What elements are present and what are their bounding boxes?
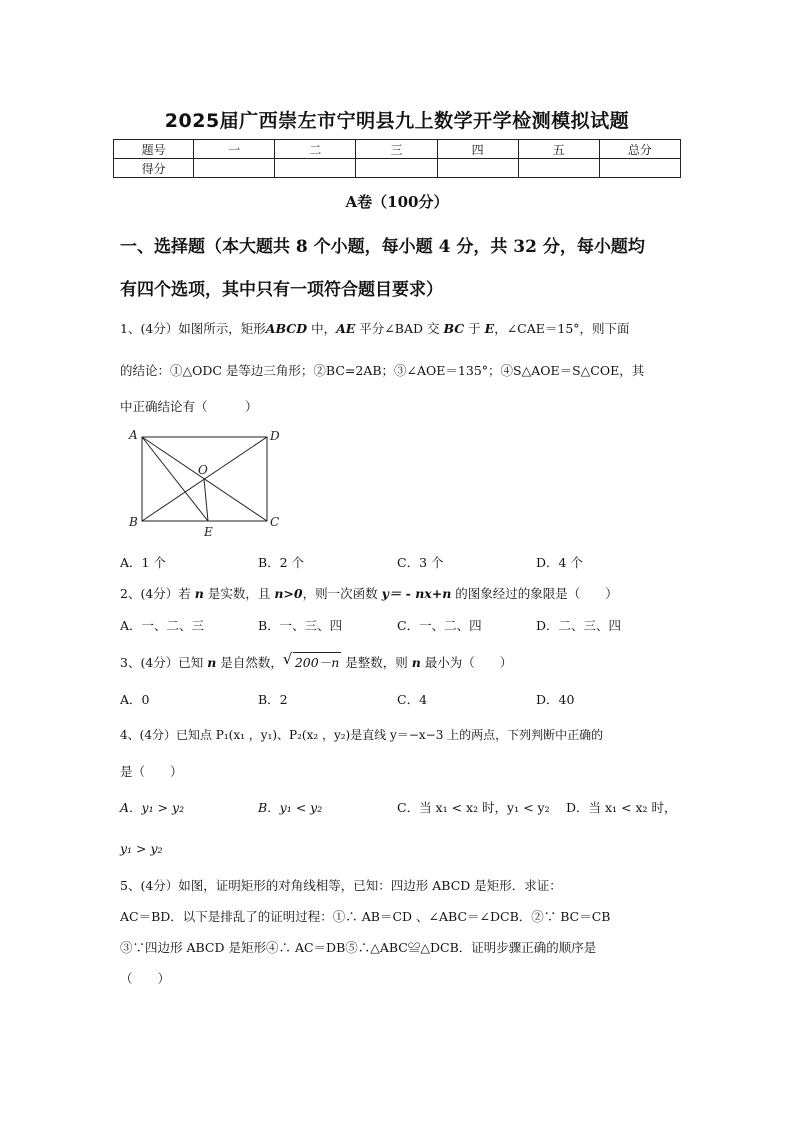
question-4-line2: 是（ ） — [120, 764, 183, 779]
text: 于 — [464, 321, 485, 336]
score-cell[interactable] — [437, 159, 518, 178]
table-cell: 得分 — [114, 159, 194, 178]
text: n — [207, 655, 217, 670]
text: y＝ - nx+n — [381, 586, 452, 601]
question-5-line4: （ ） — [120, 971, 171, 986]
label-o: O — [198, 463, 208, 477]
q2-option-d[interactable]: D．二、三、四 — [536, 618, 622, 633]
sqrt-icon: √ — [282, 650, 293, 668]
q1-option-a[interactable]: A．1 个 — [120, 555, 166, 570]
score-table-row — [114, 159, 681, 178]
question-1-line3: 中正确结论有（ ） — [120, 399, 258, 414]
text: ，∠CAE＝15°，则下面 — [494, 321, 630, 336]
text: 是整数，则 — [341, 655, 412, 670]
text: 平分∠BAD 交 — [355, 321, 444, 336]
q4-option-c[interactable]: C．当 x₁ < x₂ 时，y₁ < y₂ — [397, 800, 550, 815]
q2-option-b[interactable]: B．一、三、四 — [258, 618, 343, 633]
question-4-line1: 4、(4分）已知点 P₁(x₁ ，y₁)、P₂(x₂ ，y₂)是直线 y＝−x−3 上的两点，下列判断中正确的 — [120, 728, 604, 742]
segment-oe — [204, 479, 208, 521]
page-title: 2025届广西崇左市宁明县九上数学开学检测模拟试题 — [164, 110, 630, 132]
question-5-line2: AC＝BD．以下是排乱了的证明过程：①∴ AB＝CD 、∠ABC＝∠DCB．②∵ BC＝CB — [120, 909, 611, 924]
section-heading-line1: 一、选择题（本大题共 8 个小题，每小题 4 分，共 32 分，每小题均 — [120, 237, 645, 257]
table-cell: 总分 — [599, 140, 680, 159]
text: n>0 — [274, 586, 303, 601]
score-cell[interactable] — [518, 159, 599, 178]
label-a: A — [129, 428, 138, 442]
label-c: C — [270, 515, 280, 529]
label-b: B — [129, 515, 138, 529]
q1-option-d[interactable]: D．4 个 — [536, 555, 583, 570]
q1-option-c[interactable]: C．3 个 — [397, 555, 444, 570]
text: BC — [443, 321, 465, 336]
text: 的图象经过的象限是（ ） — [451, 586, 618, 601]
question-2 — [120, 584, 618, 602]
table-cell: 五 — [518, 140, 599, 159]
segment-ae — [142, 437, 208, 521]
text: AE — [336, 321, 356, 336]
text: 3、(4分）已知 — [120, 655, 208, 670]
q3-option-a[interactable]: A．0 — [120, 692, 150, 707]
score-cell[interactable] — [194, 159, 275, 178]
q3-option-d[interactable]: D．40 — [536, 692, 575, 707]
text: n — [194, 586, 204, 601]
section-heading-line2: 有四个选项，其中只有一项符合题目要求） — [120, 280, 443, 300]
question-5-line1: 5、(4分）如图，证明矩形的对角线相等，已知：四边形 ABCD 是矩形．求证： — [120, 878, 562, 893]
label-d: D — [270, 429, 280, 443]
text: 最小为（ ） — [420, 655, 513, 670]
score-cell[interactable] — [356, 159, 437, 178]
score-table — [113, 139, 681, 178]
table-cell: 三 — [356, 140, 437, 159]
text: 是实数，且 — [203, 586, 275, 601]
score-cell[interactable] — [275, 159, 356, 178]
q2-option-c[interactable]: C．一、二、四 — [397, 618, 482, 633]
table-cell: 一 — [194, 140, 275, 159]
table-cell: 二 — [275, 140, 356, 159]
rectangle-figure — [122, 424, 292, 542]
question-1-line1 — [120, 319, 630, 337]
q3-option-c[interactable]: C．4 — [397, 692, 428, 707]
label-e: E — [204, 525, 213, 539]
score-cell[interactable] — [599, 159, 680, 178]
q1-option-b[interactable]: B．2 个 — [258, 555, 305, 570]
score-table-header-row — [114, 140, 681, 159]
text: E — [484, 321, 495, 336]
table-cell: 题号 — [114, 140, 194, 159]
text: 1、(4分）如图所示，矩形 — [120, 321, 266, 336]
q2-option-a[interactable]: A．一、二、三 — [120, 618, 205, 633]
q4-option-b[interactable]: B．y₁ < y₂ — [258, 800, 323, 815]
question-3 — [120, 652, 512, 671]
sqrt-expression — [282, 650, 341, 671]
question-5-line3: ③∵四边形 ABCD 是矩形④∴ AC＝DB⑤∴△ABC≌△DCB．证明步骤正确的顺序是 — [120, 940, 597, 955]
text: 2、(4分）若 — [120, 586, 195, 601]
text: ，则一次函数 — [302, 586, 382, 601]
text: 200－n — [294, 655, 340, 670]
text: 是自然数， — [216, 655, 283, 670]
text: 中， — [307, 321, 337, 336]
table-cell: 四 — [437, 140, 518, 159]
q4-option-a[interactable]: A．y₁ > y₂ — [120, 800, 185, 815]
q3-option-b[interactable]: B．2 — [258, 692, 288, 707]
question-1-line2: 的结论：①△ODC 是等边三角形；②BC=2AB；③∠AOE＝135°；④S△AOE＝S△COE，其 — [120, 363, 645, 378]
paper-part-heading: A卷（100分） — [345, 193, 449, 211]
text: ABCD — [265, 321, 308, 336]
text: n — [411, 655, 421, 670]
q4-option-d[interactable]: D．当 x₁ < x₂ 时， — [566, 800, 677, 815]
q4-option-d-continued: y₁ > y₂ — [120, 841, 163, 856]
